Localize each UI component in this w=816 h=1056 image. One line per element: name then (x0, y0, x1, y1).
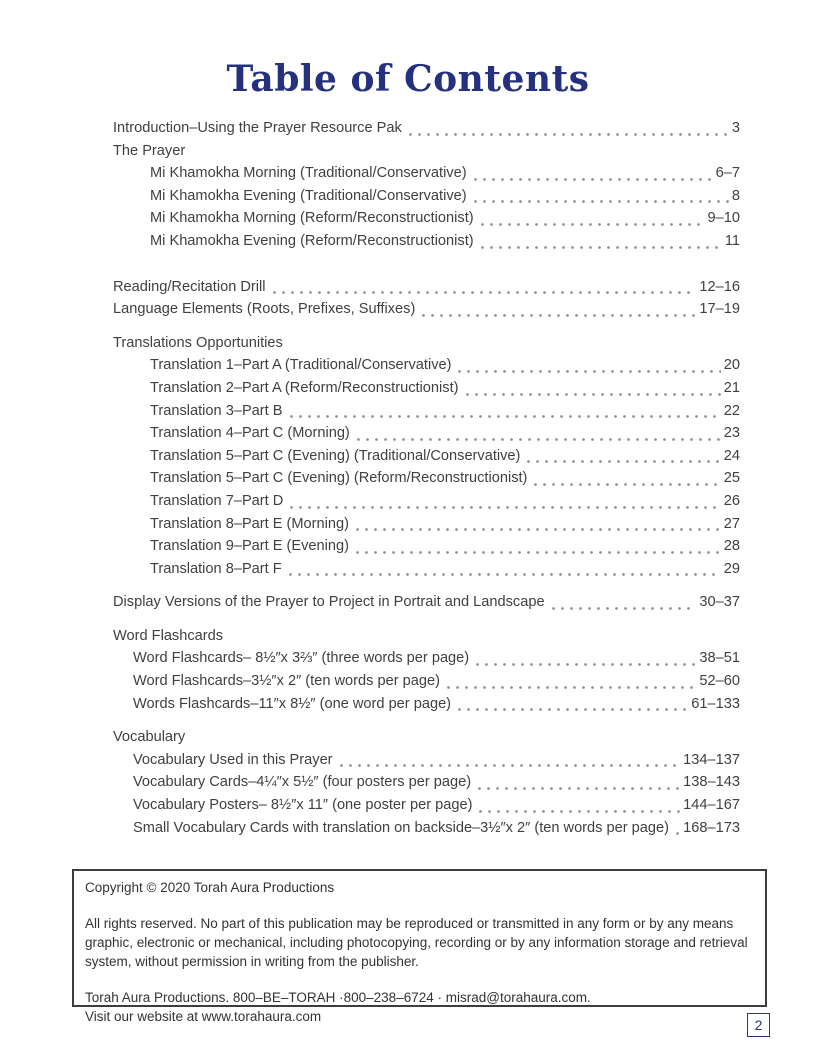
dot-leader (466, 393, 721, 396)
page-number-box (747, 1013, 770, 1037)
toc-entry-label: Mi Khamokha Morning (Reform/Reconstructionist) (150, 210, 474, 227)
copyright-line: Copyright © 2020 Torah Aura Productions (85, 880, 335, 895)
toc-entry-label: Reading/Recitation Drill (113, 278, 266, 295)
toc-entry (113, 535, 740, 558)
dot-leader (474, 200, 729, 203)
dot-leader (458, 370, 720, 373)
toc-entry-label: Word Flashcards–3½″x 2″ (ten words per page) (133, 673, 440, 690)
toc-entry-page: 21 (723, 379, 740, 396)
toc-entry (113, 670, 740, 693)
toc-entry (113, 647, 740, 670)
dot-leader (458, 708, 688, 711)
toc-entry-page: 28 (723, 538, 740, 555)
toc-entry-label: Vocabulary Posters– 8½″x 11″ (one poster per page) (133, 797, 473, 814)
toc-entry-label: Mi Khamokha Morning (Traditional/Conservative) (150, 165, 467, 182)
toc-entry-page: 24 (723, 447, 740, 464)
toc-entry (113, 354, 740, 377)
dot-leader (409, 133, 729, 136)
toc-entry-page: 29 (723, 560, 740, 577)
toc-entry (113, 467, 740, 490)
dot-leader (290, 506, 720, 509)
toc-entry-page: 3 (731, 120, 740, 136)
toc-entry-page: 25 (723, 470, 740, 487)
toc-entry (113, 185, 740, 208)
toc-entry-label: Mi Khamokha Evening (Reform/Reconstructionist) (150, 232, 474, 249)
toc-entry-label: Translation 4–Part C (Morning) (150, 425, 350, 442)
toc-entry-label: Display Versions of the Prayer to Project in Portrait and Landscape (113, 594, 545, 611)
toc-section-heading (113, 625, 740, 648)
toc-entry (113, 422, 740, 445)
spacer (85, 897, 754, 914)
website-line: Visit our website at www.torahaura.com (85, 1009, 322, 1024)
toc-section-heading (113, 332, 740, 355)
toc-entry-page: 30–37 (699, 594, 740, 611)
toc-entry-page: 6–7 (715, 165, 740, 182)
toc-entry-page: 11 (724, 232, 740, 249)
copyright-box (72, 869, 767, 1024)
dot-leader (479, 810, 680, 813)
dot-leader (273, 291, 697, 294)
toc-entry (113, 276, 740, 299)
toc-entry (113, 490, 740, 513)
dot-leader (676, 832, 680, 835)
toc-entry-page: 144–167 (683, 797, 740, 814)
toc-entry (113, 771, 740, 794)
dot-leader (481, 223, 705, 226)
dot-leader (357, 438, 721, 441)
dot-leader (527, 460, 720, 463)
toc-entry-page: 52–60 (699, 673, 740, 690)
dot-leader (422, 314, 696, 317)
page-number: 2 (754, 1017, 763, 1033)
toc-entry-label: Vocabulary Cards–4¼″x 5½″ (four posters per page) (133, 774, 472, 791)
page-title: Table of Contents (226, 58, 590, 100)
toc-entry-page: 9–10 (707, 210, 740, 227)
dot-leader (552, 607, 697, 610)
toc-entry-label: Translations Opportunities (113, 334, 283, 351)
toc-entry-page: 23 (723, 425, 740, 442)
toc-entry-label: Vocabulary (113, 729, 186, 746)
toc-entry-page: 17–19 (699, 301, 740, 318)
toc-entry (113, 162, 740, 185)
toc-entry-label: Language Elements (Roots, Prefixes, Suffixes) (113, 301, 416, 318)
dot-leader (340, 764, 681, 767)
toc-entry (113, 400, 740, 423)
toc-entry-page: 27 (723, 515, 740, 532)
dot-leader (356, 528, 721, 531)
toc-entry-label: Translation 7–Part D (150, 492, 284, 509)
dot-leader (290, 415, 721, 418)
toc-entry-label: Translation 3–Part B (150, 402, 283, 419)
toc-entry-page: 20 (723, 357, 740, 374)
toc-entry-page: 168–173 (683, 819, 740, 836)
dot-leader (478, 787, 680, 790)
toc-entry (113, 693, 740, 716)
toc-entry (113, 591, 740, 614)
toc-entry-label: Word Flashcards (113, 627, 224, 644)
toc-entry (113, 513, 740, 536)
toc-entry (113, 445, 740, 468)
toc-entry-label: Words Flashcards–11″x 8½″ (one word per page) (133, 695, 452, 712)
dot-leader (447, 686, 696, 689)
contact-line: Torah Aura Productions. 800–BE–TORAH ·800–238–6724 · misrad@torahaura.com. (85, 990, 591, 1005)
dot-leader (289, 573, 721, 576)
toc-section-heading (113, 726, 740, 749)
toc-entry-label: The Prayer (113, 142, 186, 159)
toc-entry-label: Vocabulary Used in this Prayer (133, 751, 333, 768)
toc-entry-page: 134–137 (683, 751, 740, 768)
toc-entry (113, 794, 740, 817)
dot-leader (474, 178, 713, 181)
dot-leader (356, 551, 721, 554)
dot-leader (481, 246, 722, 249)
toc-entry-label: Translation 9–Part E (Evening) (150, 538, 350, 555)
toc-entry (113, 817, 740, 840)
spacer (85, 971, 754, 988)
toc-entry (113, 749, 740, 772)
toc-list (113, 117, 740, 839)
toc-entry-label: Translation 8–Part F (150, 560, 282, 577)
toc-entry (113, 377, 740, 400)
toc-entry-label: Translation 5–Part C (Evening) (Traditional/Conservative) (150, 447, 521, 464)
toc-entry-page: 61–133 (691, 695, 740, 712)
toc-entry-label: Translation 5–Part C (Evening) (Reform/Reconstructionist) (150, 470, 528, 487)
toc-entry-page: 8 (731, 187, 740, 204)
toc-entry-label: Small Vocabulary Cards with translation on backside–3½″x 2″ (ten words per page) (133, 819, 669, 836)
toc-entry-label: Translation 2–Part A (Reform/Reconstructionist) (150, 379, 459, 396)
toc-entry-label: Mi Khamokha Evening (Traditional/Conservative) (150, 187, 467, 204)
dot-leader (476, 663, 696, 666)
toc-section-heading (113, 140, 740, 163)
toc-entry-label: Introduction–Using the Prayer Resource Pak (113, 120, 402, 136)
toc-entry (113, 230, 740, 253)
dot-leader (534, 483, 720, 486)
toc-entry-label: Translation 1–Part A (Traditional/Conservative) (150, 357, 452, 374)
toc-entry-page: 12–16 (699, 278, 740, 295)
toc-entry (113, 558, 740, 581)
toc-entry (113, 207, 740, 230)
toc-entry-page: 138–143 (683, 774, 740, 791)
toc-entry-label: Translation 8–Part E (Morning) (150, 515, 349, 532)
toc-entry (113, 117, 740, 140)
toc-entry (113, 298, 740, 321)
toc-entry-label: Word Flashcards– 8½″x 3⅔″ (three words per page) (133, 650, 470, 667)
toc-entry-page: 38–51 (699, 650, 740, 667)
rights-text: All rights reserved. No part of this publication may be reproduced or transmitted in any form or by any means graphic, electronic or mechanical, including photocopying, recording or by any information storage and retrieval system, without permission in writing from the publisher. (85, 916, 748, 969)
toc-entry-page: 26 (723, 492, 740, 509)
toc-entry-page: 22 (723, 402, 740, 419)
